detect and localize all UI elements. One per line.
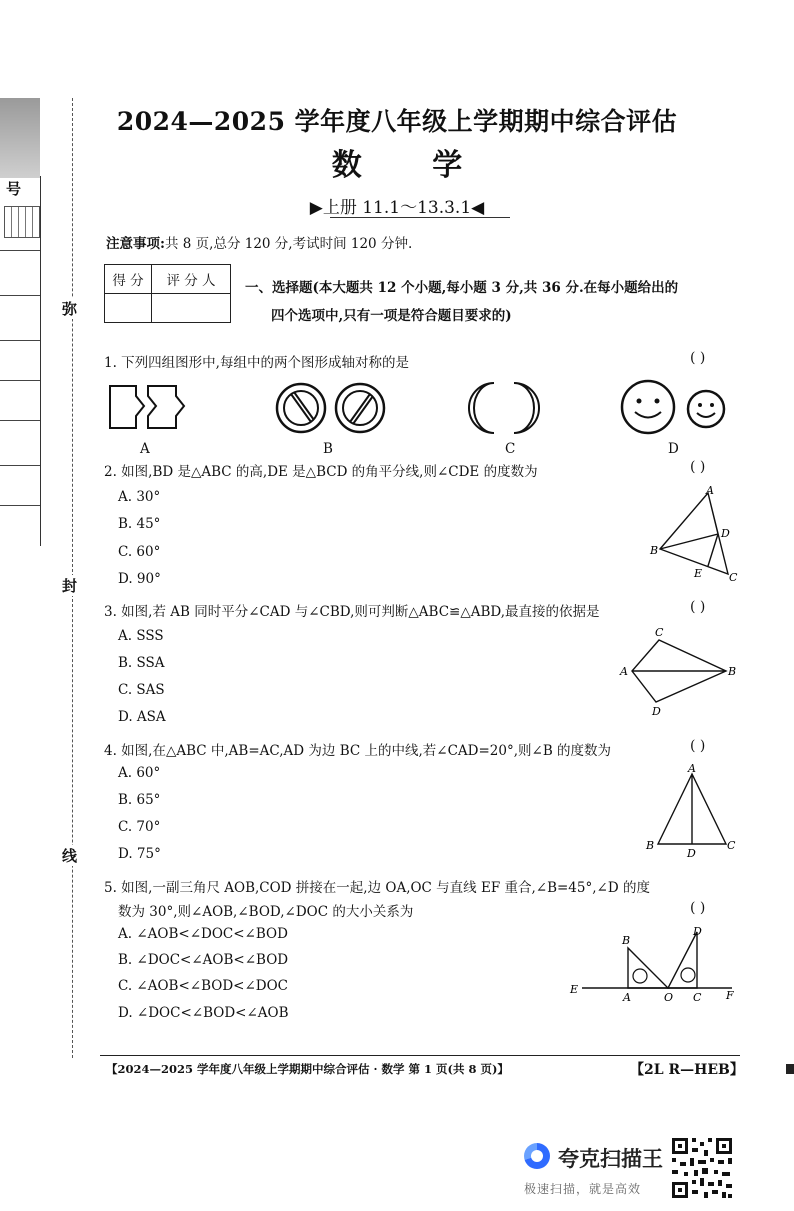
binding-rule [0,250,40,251]
binding-rule [0,380,40,381]
q2-option-a[interactable]: A. 30° [118,489,161,505]
section1-heading-line1: 一、选择题(本大题共 12 个小题,每小题 3 分,共 36 分.在每小题给出的 [245,280,679,296]
q4-figure [640,760,744,860]
score-cell[interactable] [105,294,152,323]
q3-fig-label-d: D [652,705,661,718]
q2-figure [640,484,750,584]
q5-fig-label-b: B [622,934,631,947]
binding-label-hao: 号 [6,180,22,198]
binding-rule [0,340,40,341]
q5-fig-label-a: A [623,991,631,1004]
q3-fig-label-b: B [728,665,737,678]
q4-option-a[interactable]: A. 60° [118,765,161,781]
q2-option-c[interactable]: C. 60° [118,544,161,560]
scanner-brand: 夸克扫描王 [558,1147,663,1171]
q1-figure-a [108,383,198,433]
q3-option-a[interactable]: A. SSS [118,628,164,644]
qr-code-icon [670,1136,734,1200]
score-header: 得 分 [105,265,152,294]
q4-fig-label-b: B [646,839,655,852]
grader-cell[interactable] [152,294,231,323]
binding-label-feng: 封 [62,577,78,595]
q2-fig-label-e: E [694,567,703,580]
binding-label-xian: 线 [62,847,78,865]
q3-answer-paren[interactable]: ( ) [690,599,706,615]
q4-answer-paren[interactable]: ( ) [690,738,706,754]
q5-fig-label-e: E [570,983,579,996]
exam-subject: 数 学 [331,148,463,183]
q3-figure [614,622,744,720]
exam-title: 2024—2025 学年度八年级上学期期中综合评估 [116,107,678,136]
footer-right: 【2L R—HEB】 [630,1062,744,1078]
q4-fig-label-a: A [688,762,696,775]
q4-option-c[interactable]: C. 70° [118,819,161,835]
q2-option-d[interactable]: D. 90° [118,571,161,587]
q5-stem-line2: 数为 30°,则∠AOB,∠BOD,∠DOC 的大小关系为 [118,904,414,920]
q2-fig-label-a: A [706,484,714,497]
scanner-slogan: 极速扫描，就是高效 [524,1182,642,1196]
q1-answer-paren[interactable]: ( ) [690,350,706,366]
q2-fig-label-b: B [650,544,659,557]
q4-fig-label-c: C [727,839,736,852]
q3-stem: 3. 如图,若 AB 同时平分∠CAD 与∠CBD,则可判断△ABC≌△ABD,最直接的依据是 [104,604,600,620]
q2-answer-paren[interactable]: ( ) [690,459,706,475]
q5-option-d[interactable]: D. ∠DOC<∠BOD<∠AOB [118,1005,289,1021]
q5-fig-label-c: C [693,991,702,1004]
q5-fig-label-f: F [726,989,734,1002]
q3-fig-label-a: A [620,665,628,678]
binding-rule [0,295,40,296]
q2-fig-label-c: C [729,571,738,584]
q5-option-b[interactable]: B. ∠DOC<∠AOB<∠BOD [118,952,289,968]
footer-rule [100,1055,740,1056]
q4-stem: 4. 如图,在△ABC 中,AB=AC,AD 为边 BC 上的中线,若∠CAD=20°,则∠B 的度数为 [104,743,612,759]
footer-left: 【2024—2025 学年度八年级上学期期中综合评估 · 数学 第 1 页(共 8 页)】 [106,1062,509,1076]
q1-stem: 1. 下列四组图形中,每组中的两个图形成轴对称的是 [104,355,409,371]
q1-figure-c [466,381,542,435]
scanner-logo-icon [524,1143,550,1169]
q3-fig-label-c: C [655,626,664,639]
q5-stem-line1: 5. 如图,一副三角尺 AOB,COD 拼接在一起,边 OA,OC 与直线 EF 重合,∠B=45°,∠D 的度 [104,880,650,896]
q1-label-a: A [140,441,150,457]
q4-option-d[interactable]: D. 75° [118,846,161,862]
q5-fig-label-d: D [693,925,702,938]
q5-option-c[interactable]: C. ∠AOB<∠BOD<∠DOC [118,978,289,994]
q4-option-b[interactable]: B. 65° [118,792,161,808]
q5-fig-label-o: O [664,991,674,1004]
section1-heading-line2: 四个选项中,只有一项是符合题目要求的) [271,308,512,324]
q1-label-d: D [668,441,679,457]
notice [106,232,412,252]
page-edge-mark [786,1064,794,1074]
q4-fig-label-d: D [687,847,696,860]
q3-option-c[interactable]: C. SAS [118,682,165,698]
q2-option-b[interactable]: B. 45° [118,516,161,532]
binding-label-mi: 弥 [62,300,78,318]
q5-answer-paren[interactable]: ( ) [690,900,706,916]
q3-option-b[interactable]: B. SSA [118,655,165,671]
score-table [104,264,231,323]
binding-rule [0,465,40,466]
q1-figure-b [274,381,388,435]
q1-label-c: C [505,441,516,457]
q5-figure [566,922,744,1004]
q2-fig-label-d: D [721,527,730,540]
grader-header: 评 分 人 [152,265,231,294]
q1-label-b: B [323,441,333,457]
q2-stem: 2. 如图,BD 是△ABC 的高,DE 是△BCD 的角平分线,则∠CDE 的度数为 [104,464,538,480]
q3-option-d[interactable]: D. ASA [118,709,166,725]
binding-rule [0,420,40,421]
notice-label: 注意事项: [106,236,165,252]
q5-option-a[interactable]: A. ∠AOB<∠DOC<∠BOD [118,926,288,942]
binding-rule [0,505,40,506]
q1-figure-d [620,377,730,437]
exam-scope: ▶上册 11.1～13.3.1◀ [309,198,485,218]
scope-underline [330,217,510,218]
notice-text: 共 8 页,总分 120 分,考试时间 120 分钟. [164,236,413,252]
